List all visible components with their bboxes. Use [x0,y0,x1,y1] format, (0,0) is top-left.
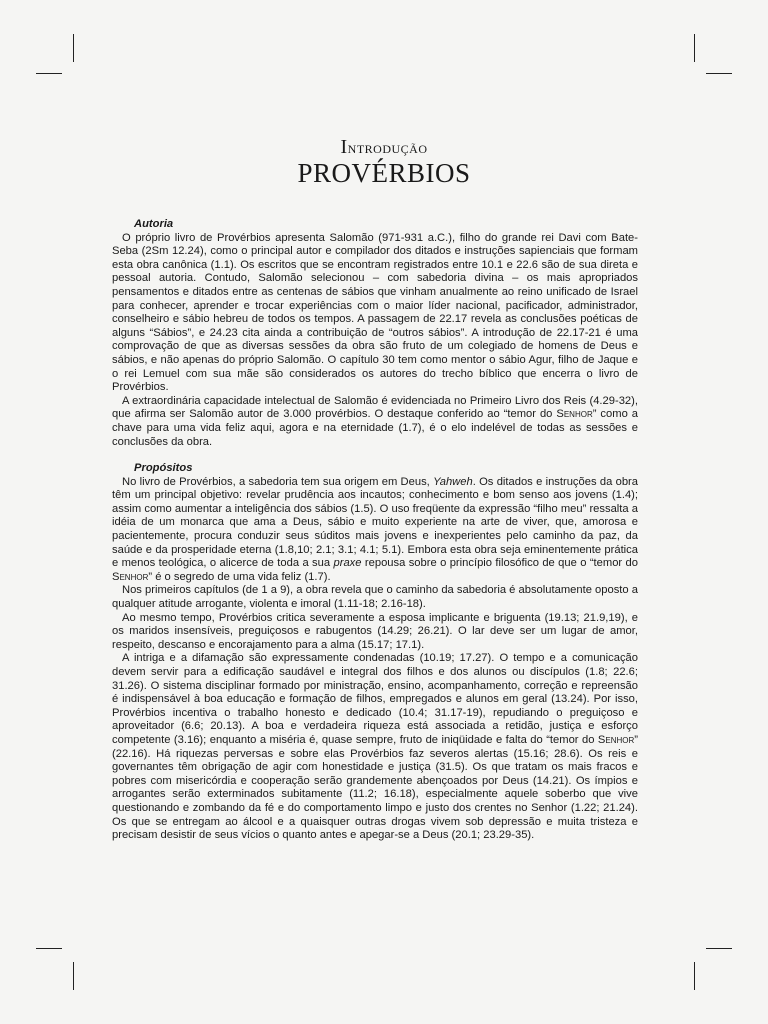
body-text [112,218,638,843]
section-title-propositos: Propósitos [134,462,193,475]
crop-mark-bottom-left [73,962,74,990]
section-title-autoria: Autoria [134,218,174,230]
crop-mark-bottom-left-h [36,948,62,949]
crop-mark-top-left [73,34,74,62]
crop-mark-top-left-h [36,73,62,74]
paragraph: Nos primeiros capítulos (de 1 a 9), a obra revela que o caminho da sabedoria é absolutamente oposto a qualquer atitude arrogante, violenta e imoral (1.11-18; 2.16-18). [112,584,638,611]
crop-mark-bottom-right-h [706,948,732,949]
crop-mark-top-right [694,34,695,62]
paragraph: No livro de Provérbios, a sabedoria tem sua origem em Deus, Yahweh. Os ditados e instruções da obra têm um principal objetivo: revelar prudência aos incautos; conhecimento e bom senso aos jovens (1.4); assim como aumentar a inteligência dos sábios (1.5). O uso freqüente da expressão “filho meu” ressalta a idéia de um monarca que ama a Deus, sábio e muito experiente na arte de viver, que, amorosa e pacientemente, procura conduzir seus súditos mais jovens e inexperientes pelo caminho da paz, da saúde e da prosperidade eterna (1.8,10; 2.1; 3.1; 4.1; 5.1). Embora esta obra seja eminentemente prática e menos teológica, o alicerce de toda a sua praxe repousa sobre o princípio filosófico de que o “temor do Senhor” é o segredo de uma vida feliz (1.7). [112,475,638,583]
crop-mark-bottom-right [694,962,695,990]
section-heading-introducao: Introdução [340,136,428,158]
crop-mark-top-right-h [706,73,732,74]
paragraph: Ao mesmo tempo, Provérbios critica severamente a esposa implicante e briguenta (19.13; 21.9,19), e os maridos insensíveis, preguiçosos e rabugentos (14.29; 26.21). O lar deve ser um lugar de amor, respeito, descanso e encorajamento para a alma (15.17; 17.1). [112,611,638,651]
paragraph: A intriga e a difamação são expressamente condenadas (10.19; 17.27). O tempo e a comunicação devem servir para a edificação saudável e integral dos filhos e dos alunos ou discípulos (1.8; 22.6; 31.26). O sistema disciplinar formado por ministração, ensino, acompanhamento, correção e repreensão é indispensável à boa educação e formação de filhos, empregados e alunos em geral (13.24). Por isso, Provérbios incentiva o trabalho honesto e dedicado (10.4; 31.17-19), repudiando o preguiçoso e aproveitador (6.6; 20.13). A boa e verdadeira riqueza está associada a retidão, justiça e esforço competente (3.16); enquanto a miséria é, quase sempre, fruto de iniqüidade e falta do “temor do Senhor” (22.16). Há riquezas perversas e sobre elas Provérbios faz severos alertas (15.16; 28.6). Os reis e governantes têm obrigação de agir com honestidade e justiça (31.5). Os que tratam os mais fracos e pobres com misericórdia e cooperação serão grandemente abençoados por Deus (14.21). Os ímpios e arrogantes serão exterminados subitamente (11.2; 16.18), especialmente aquele soberbo que vive questionando e zombando da fé e do comportamento limpo e justo dos crentes no Senhor (1.22; 21.24). Os que se entregam ao álcool e a quaisquer outras drogas vivem sob depressão e muita tristeza e precisam desistir de seus vícios o quanto antes e apegar-se a Deus (20.1; 23.29-35). [112,652,638,842]
paragraph: O próprio livro de Provérbios apresenta Salomão (971-931 a.C.), filho do grande rei Davi com Bate-Seba (2Sm 12.24), como o principal autor e compilador dos ditados e instruções sapienciais que formam esta obra canônica (1.1). Os escritos que se encontram registrados entre 10.1 e 22.6 são de sua direta e pessoal autoria. Contudo, Salomão selecionou – com sabedoria divina – os mais apropriados pensamentos e ditados entre as centenas de sábios que vinham anualmente ao reino unificado de Israel para conhecer, aprender e trocar experiências com o maior líder nacional, pacificador, administrador, conselheiro e sábio hebreu de todos os tempos. A passagem de 22.17 revela as conclusões poéticas de alguns “Sábios”, e 24.23 cita ainda a contribuição de “outros sábios”. A introdução de 22.17-21 é uma comprovação de que as diversas sessões da obra são fruto de um colegiado de homens de Deus e sábios, e não apenas do próprio Salomão. O capítulo 30 tem como mentor o sábio Agur, filho de Jaque e o rei Lemuel com sua mãe são considerados os autores do trecho bíblico que encerra o livro de Provérbios. [112,231,638,394]
book-title: PROVÉRBIOS [297,158,471,188]
paragraph: A extraordinária capacidade intelectual de Salomão é evidenciada no Primeiro Livro dos Reis (4.29-32), que afirma ser Salomão autor de 3.000 provérbios. O destaque conferido ao “temor do Senhor” como a chave para uma vida feliz aqui, agora e na eternidade (1.7), é o elo indelével de todas as sessões e conclusões da obra. [112,394,638,448]
